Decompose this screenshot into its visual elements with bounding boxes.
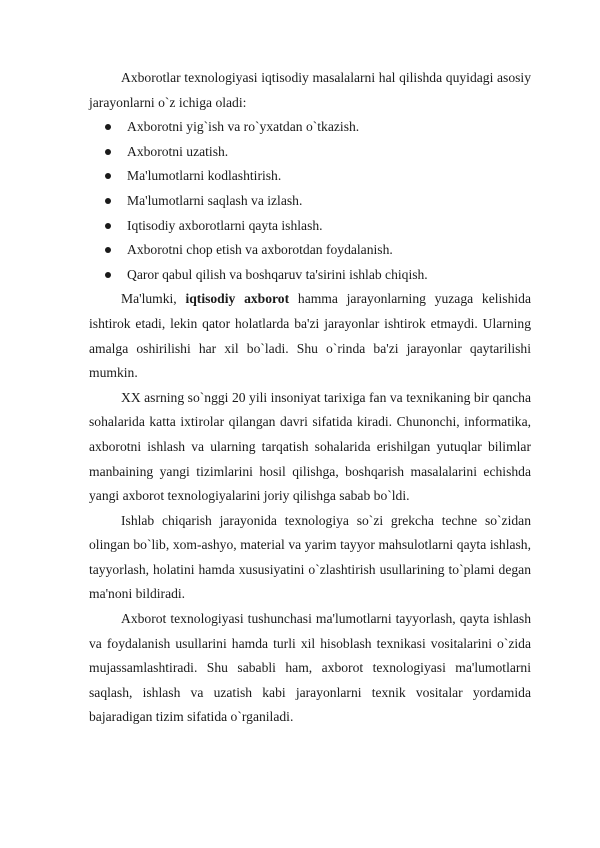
- bullet-icon: [105, 149, 111, 155]
- intro-paragraph: Axborotlar texnologiyasi iqtisodiy masalalarni hal qilishda quyidagi asosiy jarayonlarni o`z ichiga oladi:: [89, 70, 531, 110]
- list-item: Axborotni uzatish.: [89, 140, 531, 165]
- economic-info-paragraph: Ma'lumki, iqtisodiy axborot hamma jarayonlarning yuzaga kelishida ishtirok etadi, lekin qator holatlarda ba'zi jarayonlar ishtirok etmaydi. Ularning amalga oshirilishi har xil bo`ladi. Shu o`rinda ba'zi jarayonlar qaytarilishi mumkin.: [89, 291, 531, 381]
- history-paragraph: XX asrning so`nggi 20 yili insoniyat tarixiga fan va texnikaning bir qancha sohalarida katta ixtirolar qilangan davri sifatida kiradi. Chunonchi, informatika, axborotni ishlash va ularning tarqatish sohalarida erishilgan yutuqlar bilimlar manbaining yangi tizimlarini hosil qilishga, boshqarish masalalarini echishda yangi axborot texnologiyalarini joriy qilishga sabab bo`ldi.: [89, 389, 531, 504]
- bullet-icon: [105, 198, 111, 204]
- list-item: Axborotni chop etish va axborotdan foydalanish.: [89, 238, 531, 263]
- document-page: [89, 66, 531, 730]
- technology-definition-paragraph: Ishlab chiqarish jarayonida texnologiya so`zi grekcha techne so`zidan olingan bo`lib, xom-ashyo, material va yarim tayyor mahsulotlarni qayta ishlash, tayyorlash, holatini hamda xususiyatini o`zlashtirish usullarining to`plami degan ma'noni bildiradi.: [89, 512, 531, 602]
- bullet-icon: [105, 124, 111, 130]
- bullet-icon: [105, 223, 111, 229]
- bullet-icon: [105, 272, 111, 278]
- list-item: Ma'lumotlarni saqlash va izlash.: [89, 189, 531, 214]
- bullet-icon: [105, 173, 111, 179]
- process-list: [89, 115, 531, 287]
- it-concept-paragraph: Axborot texnologiyasi tushunchasi ma'lumotlarni tayyorlash, qayta ishlash va foydalanish usullarini hamda turli xil hisoblash texnikasi vositalarini o`zida mujassamlashtiradi. Shu sababli ham, axborot texnologiyasi ma'lumotlarni saqlash, ishlash va uzatish kabi jarayonlarni texnik vositalar yordamida bajaradigan tizim sifatida o`rganiladi.: [89, 611, 531, 725]
- list-item: Iqtisodiy axborotlarni qayta ishlash.: [89, 214, 531, 239]
- list-item: Qaror qabul qilish va boshqaruv ta'sirini ishlab chiqish.: [89, 263, 531, 288]
- list-item: Axborotni yig`ish va ro`yxatdan o`tkazish.: [89, 115, 531, 140]
- economic-info-term: iqtisodiy axborot: [185, 291, 290, 307]
- bullet-icon: [105, 247, 111, 253]
- list-item: Ma'lumotlarni kodlashtirish.: [89, 164, 531, 189]
